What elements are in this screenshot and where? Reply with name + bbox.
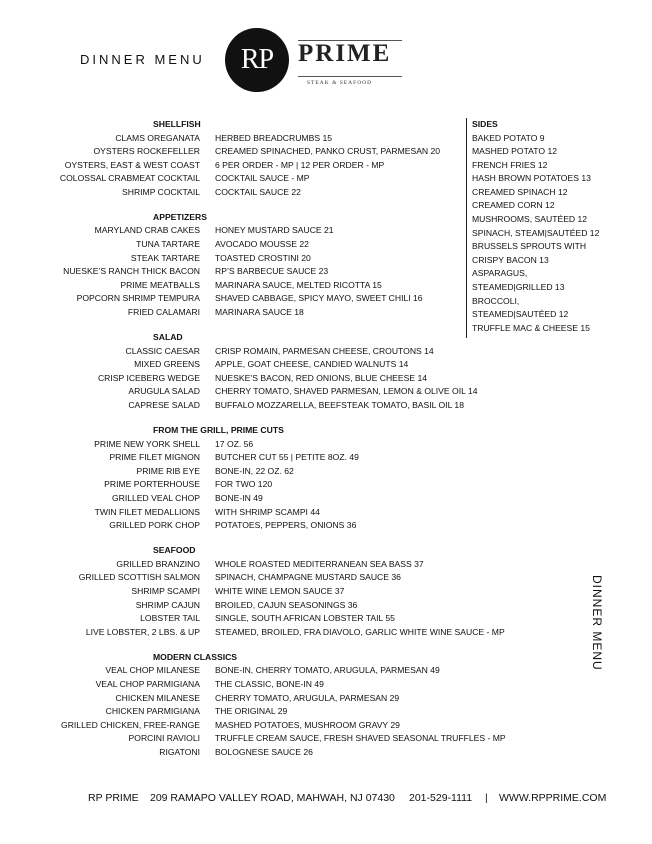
menu-item-description: STEAMED, BROILED, FRA DIAVOLO, GARLIC WHITE WINE SAUCE - MP [215,626,505,637]
menu-item [0,732,506,746]
menu-item-name: GRILLED BRANZINO [116,558,200,569]
side-item: BROCCOLI, [472,295,520,306]
menu-item-description: BUTCHER CUT 55 | PETITE 8OZ. 49 [215,452,359,463]
footer-separator: | [485,792,488,804]
menu-item [0,438,470,452]
menu-item [0,506,470,520]
menu-item [0,145,470,159]
menu-item-description: FOR TWO 120 [215,479,273,490]
section-heading: FROM THE GRILL, PRIME CUTS [153,425,284,436]
menu-item-name: CLAMS OREGANATA [115,132,200,143]
section-heading: SHELLFISH [153,119,201,129]
side-item: MUSHROOMS, SAUTÉED 12 [472,214,588,225]
menu-item [0,345,470,359]
menu-item [0,465,470,479]
menu-section [0,424,470,533]
side-item: SPINACH, STEAM|SAUTÉED 12 [472,227,600,238]
vertical-menu-label: DINNER MENU [590,575,604,671]
footer-address: 209 RAMAPO VALLEY ROAD, MAHWAH, NJ 07430 [150,792,395,804]
side-item: STEAMED|SAUTÉED 12 [472,309,569,320]
menu-item-description: RP’S BARBECUE SAUCE 23 [215,266,329,277]
menu-item-description: WHOLE ROASTED MEDITERRANEAN SEA BASS 37 [215,558,424,569]
menu-item-description: BONE-IN, CHERRY TOMATO, ARUGULA, PARMESAN 49 [215,665,440,676]
menu-item [0,612,470,626]
menu-item-name: PORCINI RAVIOLI [128,733,200,744]
menu-item-name: MARYLAND CRAB CAKES [94,225,200,236]
menu-item-description: CRISP ROMAIN, PARMESAN CHEESE, CROUTONS 14 [215,345,434,356]
menu-item-name: GRILLED PORK CHOP [109,520,200,531]
menu-item-name: PRIME NEW YORK SHELL [94,438,200,449]
menu-item [0,238,470,252]
menu-section [0,118,470,199]
menu-item-name: SHRIMP CAJUN [135,599,200,610]
menu-item [0,678,470,692]
menu-item-name: GRILLED CHICKEN, FREE-RANGE [61,719,200,730]
menu-item-name: RIGATONI [159,746,200,757]
menu-item [0,705,470,719]
side-item: CREAMED CORN 12 [472,200,555,211]
menu-section [0,211,470,320]
footer-phone: 201-529-1111 [409,792,473,804]
menu-item-name: OYSTERS, EAST & WEST COAST [64,159,200,170]
menu-item-description: AVOCADO MOUSSE 22 [215,239,309,250]
side-item: STEAMED|GRILLED 13 [472,282,565,293]
menu-item-name: NUESKE’S RANCH THICK BACON [63,266,200,277]
logo-rule-bottom [298,76,402,77]
menu-item-name: MIXED GREENS [134,359,200,370]
menu-item [0,571,470,585]
menu-item-description: HONEY MUSTARD SAUCE 21 [215,225,334,236]
menu-item [0,585,470,599]
menu-item-description: BONE-IN 49 [215,492,263,503]
menu-item-description: TOASTED CROSTINI 20 [215,252,311,263]
menu-item-description: 17 OZ. 56 [215,438,254,449]
menu-section [0,331,478,412]
logo-initials: RP [240,44,274,75]
menu-item-description: COCKTAIL SAUCE - MP [215,173,310,184]
menu-item-description: APPLE, GOAT CHEESE, CANDIED WALNUTS 14 [215,359,409,370]
menu-item [0,224,470,238]
menu-item-name: PRIME PORTERHOUSE [104,479,200,490]
menu-item [0,292,470,306]
menu-item-description: MARINARA SAUCE 18 [215,307,304,318]
menu-item-name: GRILLED VEAL CHOP [111,492,200,503]
menu-item-name: PRIME FILET MIGNON [109,452,200,463]
sides-divider [466,118,467,338]
menu-item-name: CHICKEN PARMIGIANA [105,706,200,717]
menu-item [0,719,470,733]
menu-item [0,279,470,293]
menu-item-description: COCKTAIL SAUCE 22 [215,186,301,197]
side-item: BRUSSELS SPROUTS WITH [472,241,587,252]
menu-item-name: CHICKEN MILANESE [115,692,200,703]
menu-item [0,692,470,706]
menu-section [0,544,505,639]
menu-item-name: COLOSSAL CRABMEAT COCKTAIL [59,173,200,184]
side-item: MASHED POTATO 12 [472,146,558,157]
menu-item [0,172,470,186]
menu-item-description: CREAMED SPINACHED, PANKO CRUST, PARMESAN 20 [215,146,441,157]
logo-tagline: STEAK & SEAFOOD [307,80,373,86]
menu-item-name: LIVE LOBSTER, 2 LBS. & UP [85,626,200,637]
section-heading: SEAFOOD [153,545,196,556]
menu-item [0,372,470,386]
menu-item-name: VEAL CHOP PARMIGIANA [95,678,200,689]
logo-badge [225,28,289,92]
menu-item-description: HERBED BREADCRUMBS 15 [215,132,332,143]
menu-item-description: NUESKE’S BACON, RED ONIONS, BLUE CHEESE 14 [215,372,428,383]
footer-website: WWW.RPPRIME.COM [499,792,607,804]
menu-item-name: CRISP ICEBERG WEDGE [97,372,200,383]
footer-restaurant-name: RP PRIME [88,792,139,804]
menu-item-description: MARINARA SAUCE, MELTED RICOTTA 15 [215,279,382,290]
menu-section [0,651,506,760]
menu-item-description: CHERRY TOMATO, SHAVED PARMESAN, LEMON & OLIVE OIL 14 [215,386,478,397]
menu-item [0,358,470,372]
menu-item-description: SHAVED CABBAGE, SPICY MAYO, SWEET CHILI 16 [215,293,423,304]
menu-item-description: SINGLE, SOUTH AFRICAN LOBSTER TAIL 55 [215,613,395,624]
menu-item [0,385,478,399]
menu-item-description: POTATOES, PEPPERS, ONIONS 36 [215,520,357,531]
logo-name: PRIME [298,40,392,67]
menu-item-description: THE CLASSIC, BONE-IN 49 [215,678,324,689]
menu-item-description: WITH SHRIMP SCAMPI 44 [215,506,320,517]
menu-item [0,599,470,613]
menu-item-description: 6 PER ORDER - MP | 12 PER ORDER - MP [215,159,385,170]
menu-item-name: OYSTERS ROCKEFELLER [93,146,200,157]
menu-item-name: VEAL CHOP MILANESE [105,665,200,676]
menu-item [0,626,505,640]
menu-item-name: PRIME RIB EYE [136,465,200,476]
menu-item [0,664,470,678]
menu-item-description: BUFFALO MOZZARELLA, BEEFSTEAK TOMATO, BASIL OIL 18 [215,400,464,410]
menu-item-name: GRILLED SCOTTISH SALMON [78,572,200,583]
menu-item-name: TUNA TARTARE [136,239,200,250]
side-item: ASPARAGUS, [472,268,528,279]
menu-item-description: SPINACH, CHAMPAGNE MUSTARD SAUCE 36 [215,572,401,583]
menu-item-description: TRUFFLE CREAM SAUCE, FRESH SHAVED SEASONAL TRUFFLES - MP [215,733,506,744]
menu-item-name: PRIME MEATBALLS [120,279,200,290]
menu-item-name: SHRIMP COCKTAIL [122,186,200,197]
menu-item [0,252,470,266]
section-heading: APPETIZERS [153,211,207,222]
menu-item-name: STEAK TARTARE [130,252,200,263]
menu-item [0,492,470,506]
menu-item [0,306,470,320]
side-item: BAKED POTATO 9 [472,132,545,143]
menu-item-description: CHERRY TOMATO, ARUGULA, PARMESAN 29 [215,692,400,703]
menu-item [0,399,470,413]
menu-item [0,159,470,173]
menu-item-description: THE ORIGINAL 29 [215,706,288,717]
menu-item-description: BOLOGNESE SAUCE 26 [215,746,313,757]
menu-item [0,451,470,465]
menu-item-name: POPCORN SHRIMP TEMPURA [76,293,200,304]
menu-item-description: BROILED, CAJUN SEASONINGS 36 [215,599,358,610]
menu-item [0,746,470,760]
menu-item-name: LOBSTER TAIL [140,613,200,624]
sides-heading: SIDES [472,119,498,129]
menu-item-description: MASHED POTATOES, MUSHROOM GRAVY 29 [215,719,400,730]
menu-item-description: BONE-IN, 22 OZ. 62 [215,465,294,476]
menu-item-description: WHITE WINE LEMON SAUCE 37 [215,585,345,596]
menu-item-name: FRIED CALAMARI [127,307,200,318]
menu-title: DINNER MENU [80,52,205,67]
side-item: CREAMED SPINACH 12 [472,186,568,197]
section-heading: SALAD [153,332,183,343]
menu-item [0,519,470,533]
menu-item-name: ARUGULA SALAD [128,386,200,397]
menu-item-name: CAPRESE SALAD [128,400,200,410]
menu-item [0,478,470,492]
section-heading: MODERN CLASSICS [153,651,238,662]
menu-item [0,186,470,200]
menu-item [0,558,470,572]
side-item: TRUFFLE MAC & CHEESE 15 [472,322,590,333]
side-item: FRENCH FRIES 12 [472,159,548,170]
menu-item [0,265,470,279]
menu-item-name: CLASSIC CAESAR [125,345,200,356]
menu-item-name: TWIN FILET MEDALLIONS [94,506,200,517]
sides-list [472,118,647,335]
side-item: CRISPY BACON 13 [472,254,549,265]
menu-item-name: SHRIMP SCAMPI [131,585,200,596]
side-item: HASH BROWN POTATOES 13 [472,173,591,184]
menu-item [0,132,470,146]
